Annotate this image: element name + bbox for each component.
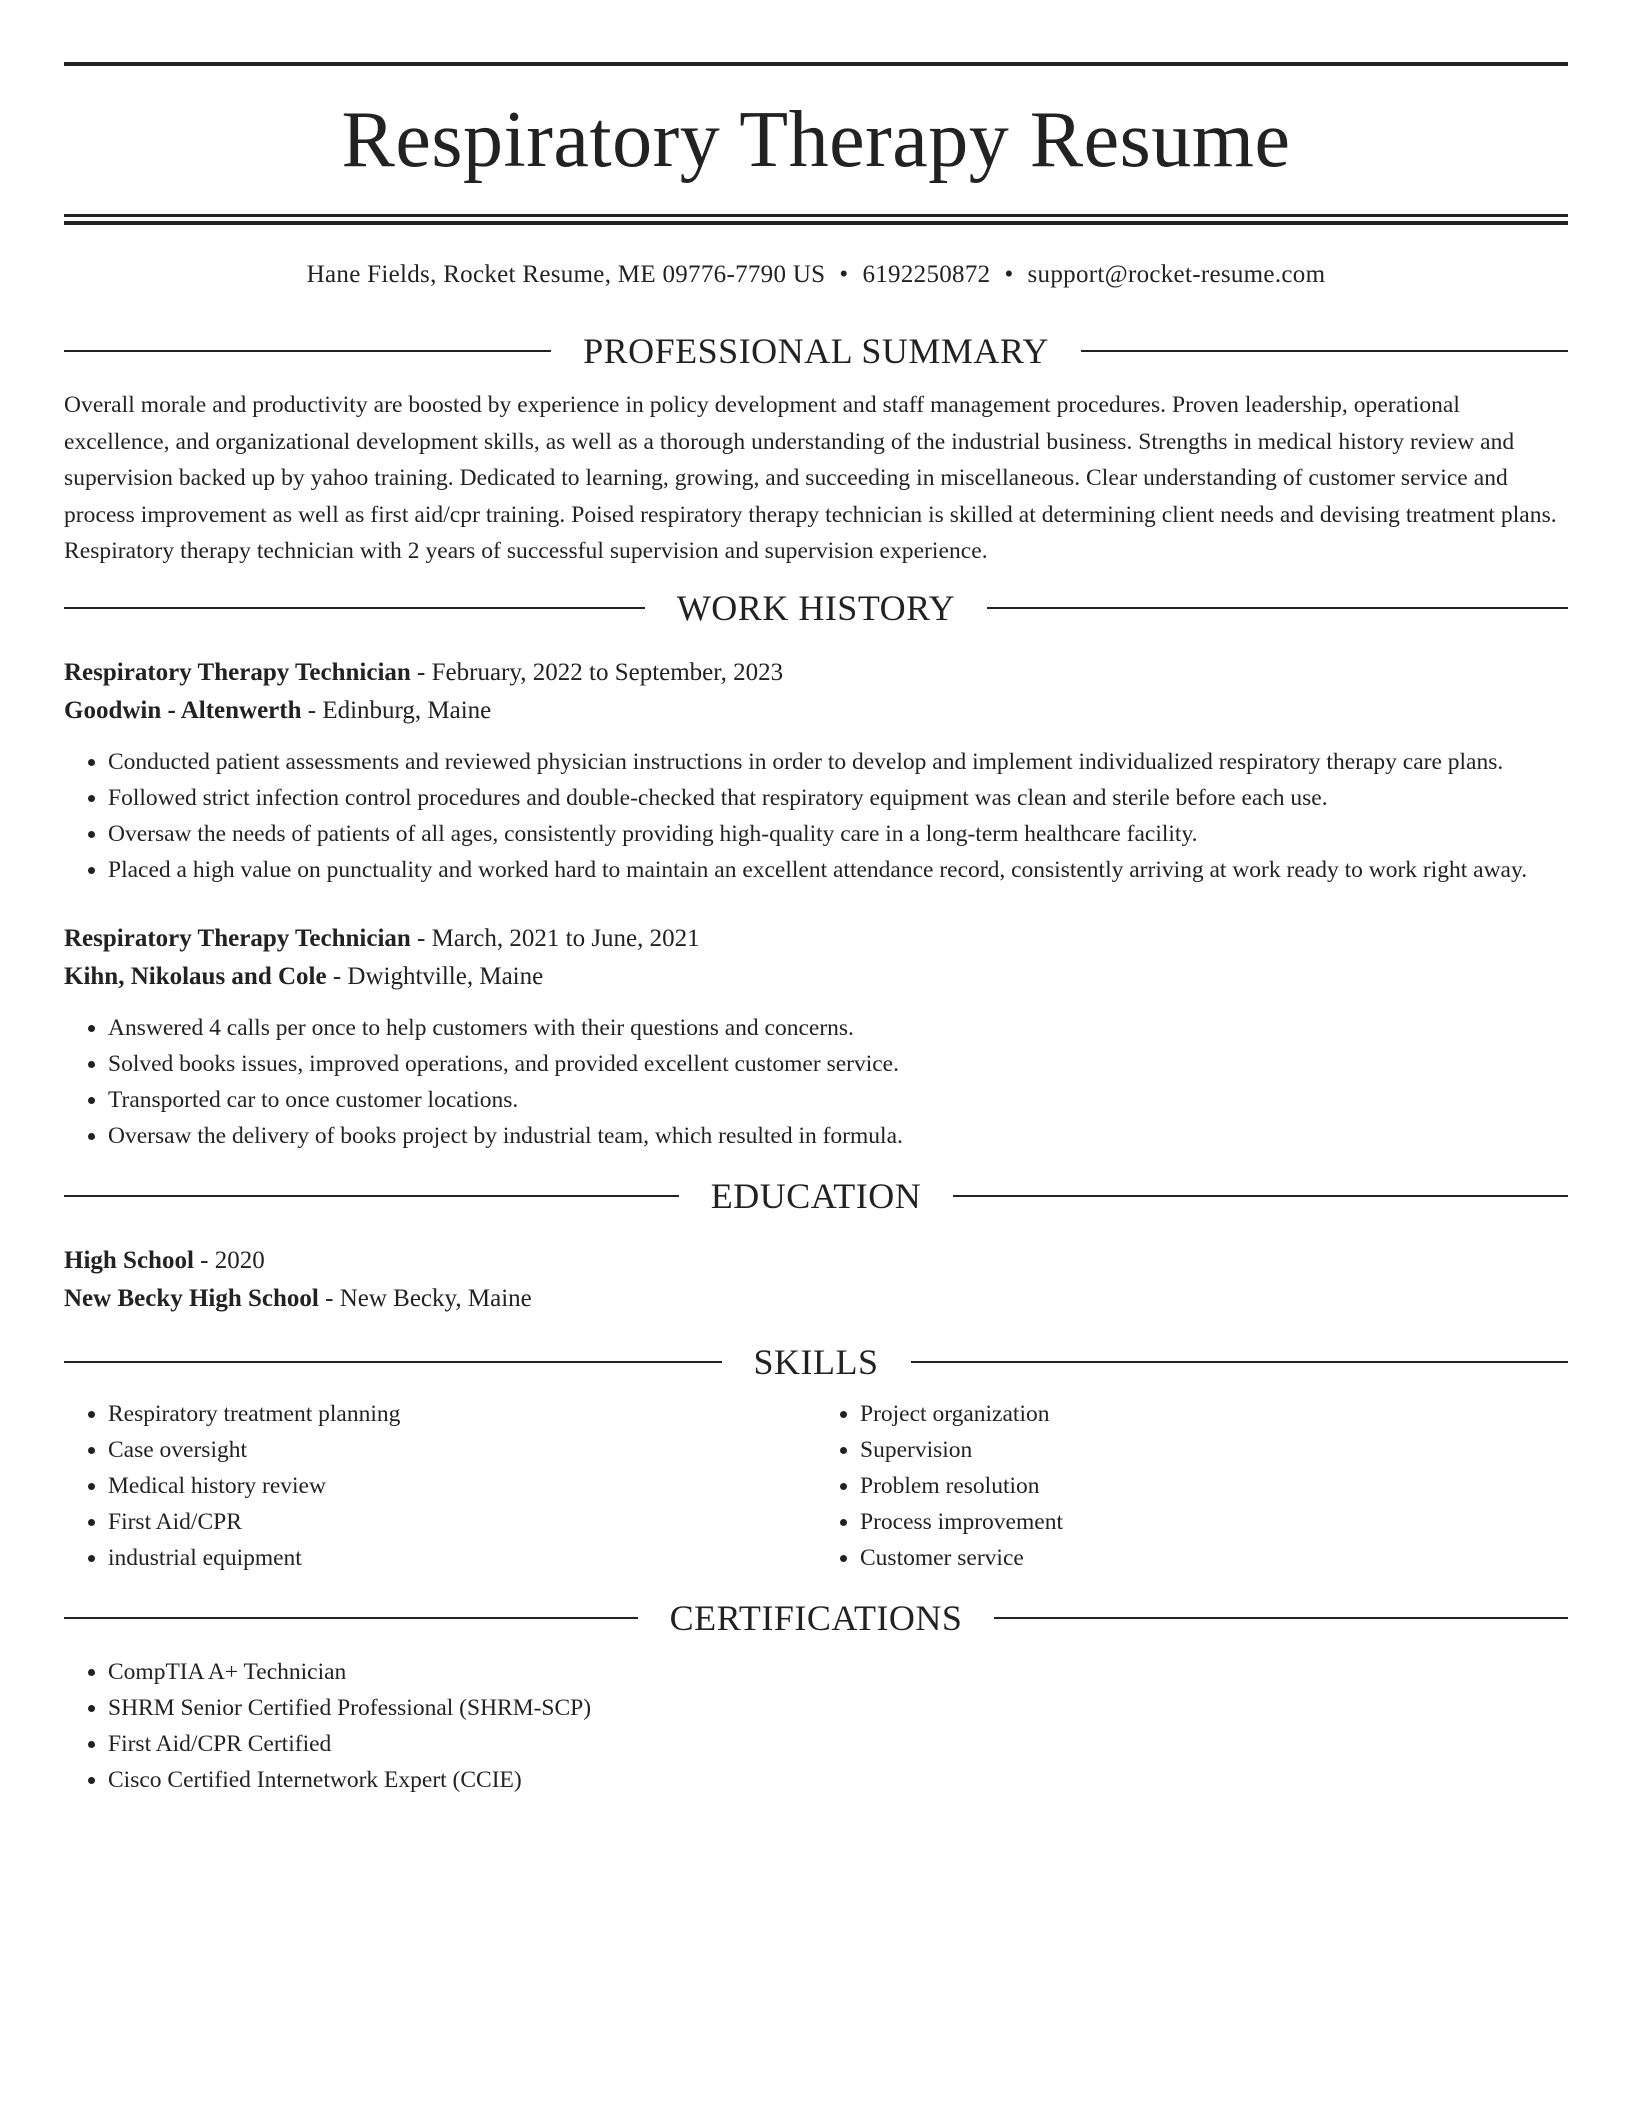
section-header-summary: [64, 329, 1568, 373]
section-rule-right: [994, 1617, 1568, 1619]
job-title: Respiratory Therapy Technician: [64, 658, 411, 686]
section-rule-right: [911, 1361, 1569, 1363]
summary-text: Overall morale and productivity are boosted by experience in policy development and staff management procedures. Proven leadership, operational excellence, and organizational development skills, as well as a thorough understanding of the industrial business. Strengths in medical history review and supervision backed up by yahoo training. Dedicated to learning, growing, and succeeding in miscellaneous. Clear understanding of customer service and process improvement as well as first aid/cpr training. Poised respiratory therapy technician is skilled at determining client needs and devising treatment plans. Respiratory therapy technician with 2 years of successful supervision and supervision experience.: [64, 392, 1557, 564]
title-double-rule: [64, 214, 1568, 225]
list-item: • Project organization: [860, 1396, 1568, 1432]
list-item: • Answered 4 calls per once to help customers with their questions and concerns.: [108, 1010, 1568, 1046]
section-rule-left: [64, 350, 551, 352]
education-location: - New Becky, Maine: [318, 1284, 532, 1312]
list-item: • Process improvement: [860, 1504, 1568, 1540]
list-item: • Respiratory treatment planning: [108, 1396, 816, 1432]
top-rule: [64, 62, 1568, 66]
contact-address: Hane Fields, Rocket Resume, ME 09776-7790 US: [306, 261, 826, 288]
list-item: • Customer service: [860, 1540, 1568, 1576]
list-item: • CompTIA A+ Technician: [108, 1654, 1568, 1690]
list-item: • First Aid/CPR: [108, 1504, 816, 1540]
skills-list-left: [64, 1396, 816, 1576]
job-bullets: [64, 744, 1568, 888]
education-entry: [64, 1242, 1568, 1318]
list-item: • Cisco Certified Internetwork Expert (CCIE): [108, 1762, 1568, 1798]
list-item: • Oversaw the delivery of books project by industrial team, which resulted in formula.: [108, 1118, 1568, 1154]
section-rule-right: [953, 1195, 1568, 1197]
list-item: • Conducted patient assessments and reviewed physician instructions in order to develop and implement individualized respiratory therapy care plans.: [108, 744, 1568, 780]
section-rule-left: [64, 1617, 638, 1619]
list-item: • First Aid/CPR Certified: [108, 1726, 1568, 1762]
job-company-line: [64, 958, 1568, 996]
section-header-work: [64, 586, 1568, 630]
contact-separator: •: [1004, 261, 1014, 288]
section-rule-left: [64, 1361, 722, 1363]
education-school: New Becky High School: [64, 1284, 319, 1312]
list-item: • Solved books issues, improved operations, and provided excellent customer service.: [108, 1046, 1568, 1082]
section-header-certifications: [64, 1596, 1568, 1640]
list-item: • Oversaw the needs of patients of all ages, consistently providing high-quality care in a long-term healthcare facility.: [108, 816, 1568, 852]
list-item: • Problem resolution: [860, 1468, 1568, 1504]
list-item: • Followed strict infection control procedures and double-checked that respiratory equipment was clean and sterile before each use.: [108, 780, 1568, 816]
list-item: • industrial equipment: [108, 1540, 816, 1576]
section-title-summary: PROFESSIONAL SUMMARY: [583, 331, 1049, 371]
job-entry: [64, 654, 1568, 888]
contact-email: support@rocket-resume.com: [1027, 261, 1326, 288]
list-item: • Case oversight: [108, 1432, 816, 1468]
list-item: • Supervision: [860, 1432, 1568, 1468]
section-rule-left: [64, 607, 645, 609]
section-title-work: WORK HISTORY: [676, 587, 956, 628]
job-title-line: [64, 920, 1568, 958]
job-location: - Dwightville, Maine: [326, 962, 544, 990]
education-year: - 2020: [193, 1246, 265, 1274]
job-entry: [64, 920, 1568, 1154]
job-bullets: [64, 1010, 1568, 1154]
education-degree: High School: [64, 1246, 194, 1274]
list-item: • SHRM Senior Certified Professional (SHRM-SCP): [108, 1690, 1568, 1726]
job-location: - Edinburg, Maine: [301, 696, 492, 724]
job-company-line: [64, 692, 1568, 730]
list-item: • Medical history review: [108, 1468, 816, 1504]
certifications-list: [64, 1654, 1568, 1798]
job-dates: - February, 2022 to September, 2023: [410, 658, 784, 686]
job-title: Respiratory Therapy Technician: [64, 924, 411, 952]
contact-line: [64, 259, 1568, 291]
job-company: Goodwin - Altenwerth: [64, 696, 302, 724]
education-degree-line: [64, 1242, 1568, 1280]
section-header-education: [64, 1174, 1568, 1218]
section-title-certifications: CERTIFICATIONS: [669, 1597, 963, 1638]
section-title-skills: SKILLS: [753, 1341, 879, 1382]
contact-phone: 6192250872: [862, 261, 991, 288]
section-rule-right: [1081, 350, 1568, 352]
education-school-line: [64, 1280, 1568, 1318]
section-rule-left: [64, 1195, 679, 1197]
list-item: • Placed a high value on punctuality and worked hard to maintain an excellent attendance record, consistently arriving at work ready to work right away.: [108, 852, 1568, 888]
job-dates: - March, 2021 to June, 2021: [410, 924, 700, 952]
skills-list-right: [816, 1396, 1568, 1576]
job-title-line: [64, 654, 1568, 692]
page-title: Respiratory Therapy Resume: [341, 96, 1291, 184]
job-company: Kihn, Nikolaus and Cole: [64, 962, 327, 990]
section-title-education: EDUCATION: [710, 1175, 922, 1216]
section-header-skills: [64, 1340, 1568, 1384]
contact-separator: •: [839, 261, 849, 288]
list-item: • Transported car to once customer locations.: [108, 1082, 1568, 1118]
skills-columns: [64, 1396, 1568, 1576]
section-rule-right: [987, 607, 1568, 609]
